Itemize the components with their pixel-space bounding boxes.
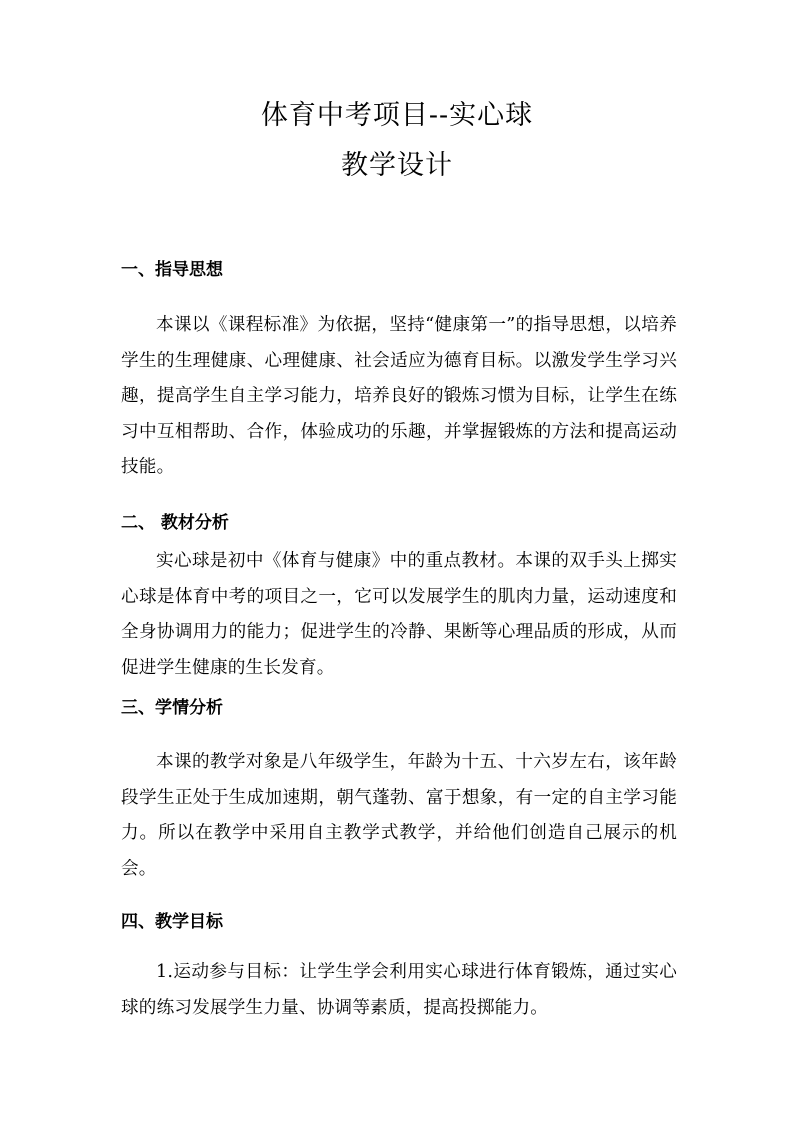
section-body-guiding-ideology: 本课以《课程标准》为依据，坚持“健康第一”的指导思想，以培养学生的生理健康、心理健康、社会适应为德育目标。以激发学生学习兴趣，提高学生自主学习能力，培养良好的锻炼习惯为目标，让学生在练习中互相帮助、合作，体验成功的乐趣，并掌握锻炼的方法和提高运动技能。: [121, 315, 677, 477]
section-body-teaching-goals: 1.运动参与目标：让学生学会利用实心球进行体育锻炼，通过实心球的练习发展学生力量、协调等素质，提高投掷能力。: [121, 962, 677, 1018]
section-heading-student-analysis: 三、学情分析: [121, 698, 223, 718]
document-title: 体育中考项目--实心球: [260, 100, 534, 131]
section-body-student-analysis: 本课的教学对象是八年级学生，年龄为十五、十六岁左右，该年龄段学生正处于生成加速期，朝气蓬勃、富于想象，有一定的自主学习能力。所以在教学中采用自主教学式教学，并给他们创造自己展示的机会。: [121, 752, 677, 879]
section-heading-guiding-ideology: 一、指导思想: [121, 260, 223, 280]
section-heading-material-analysis: 二、 教材分析: [121, 513, 229, 533]
section-body-material-analysis: 实心球是初中《体育与健康》中的重点教材。本课的双手头上掷实心球是体育中考的项目之一，它可以发展学生的肌肉力量，运动速度和全身协调用力的能力；促进学生的冷静、果断等心理品质的形成，从而促进学生健康的生长发育。: [121, 551, 677, 678]
section-heading-teaching-goals: 四、教学目标: [121, 912, 223, 932]
document-subtitle: 教学设计: [341, 150, 453, 181]
